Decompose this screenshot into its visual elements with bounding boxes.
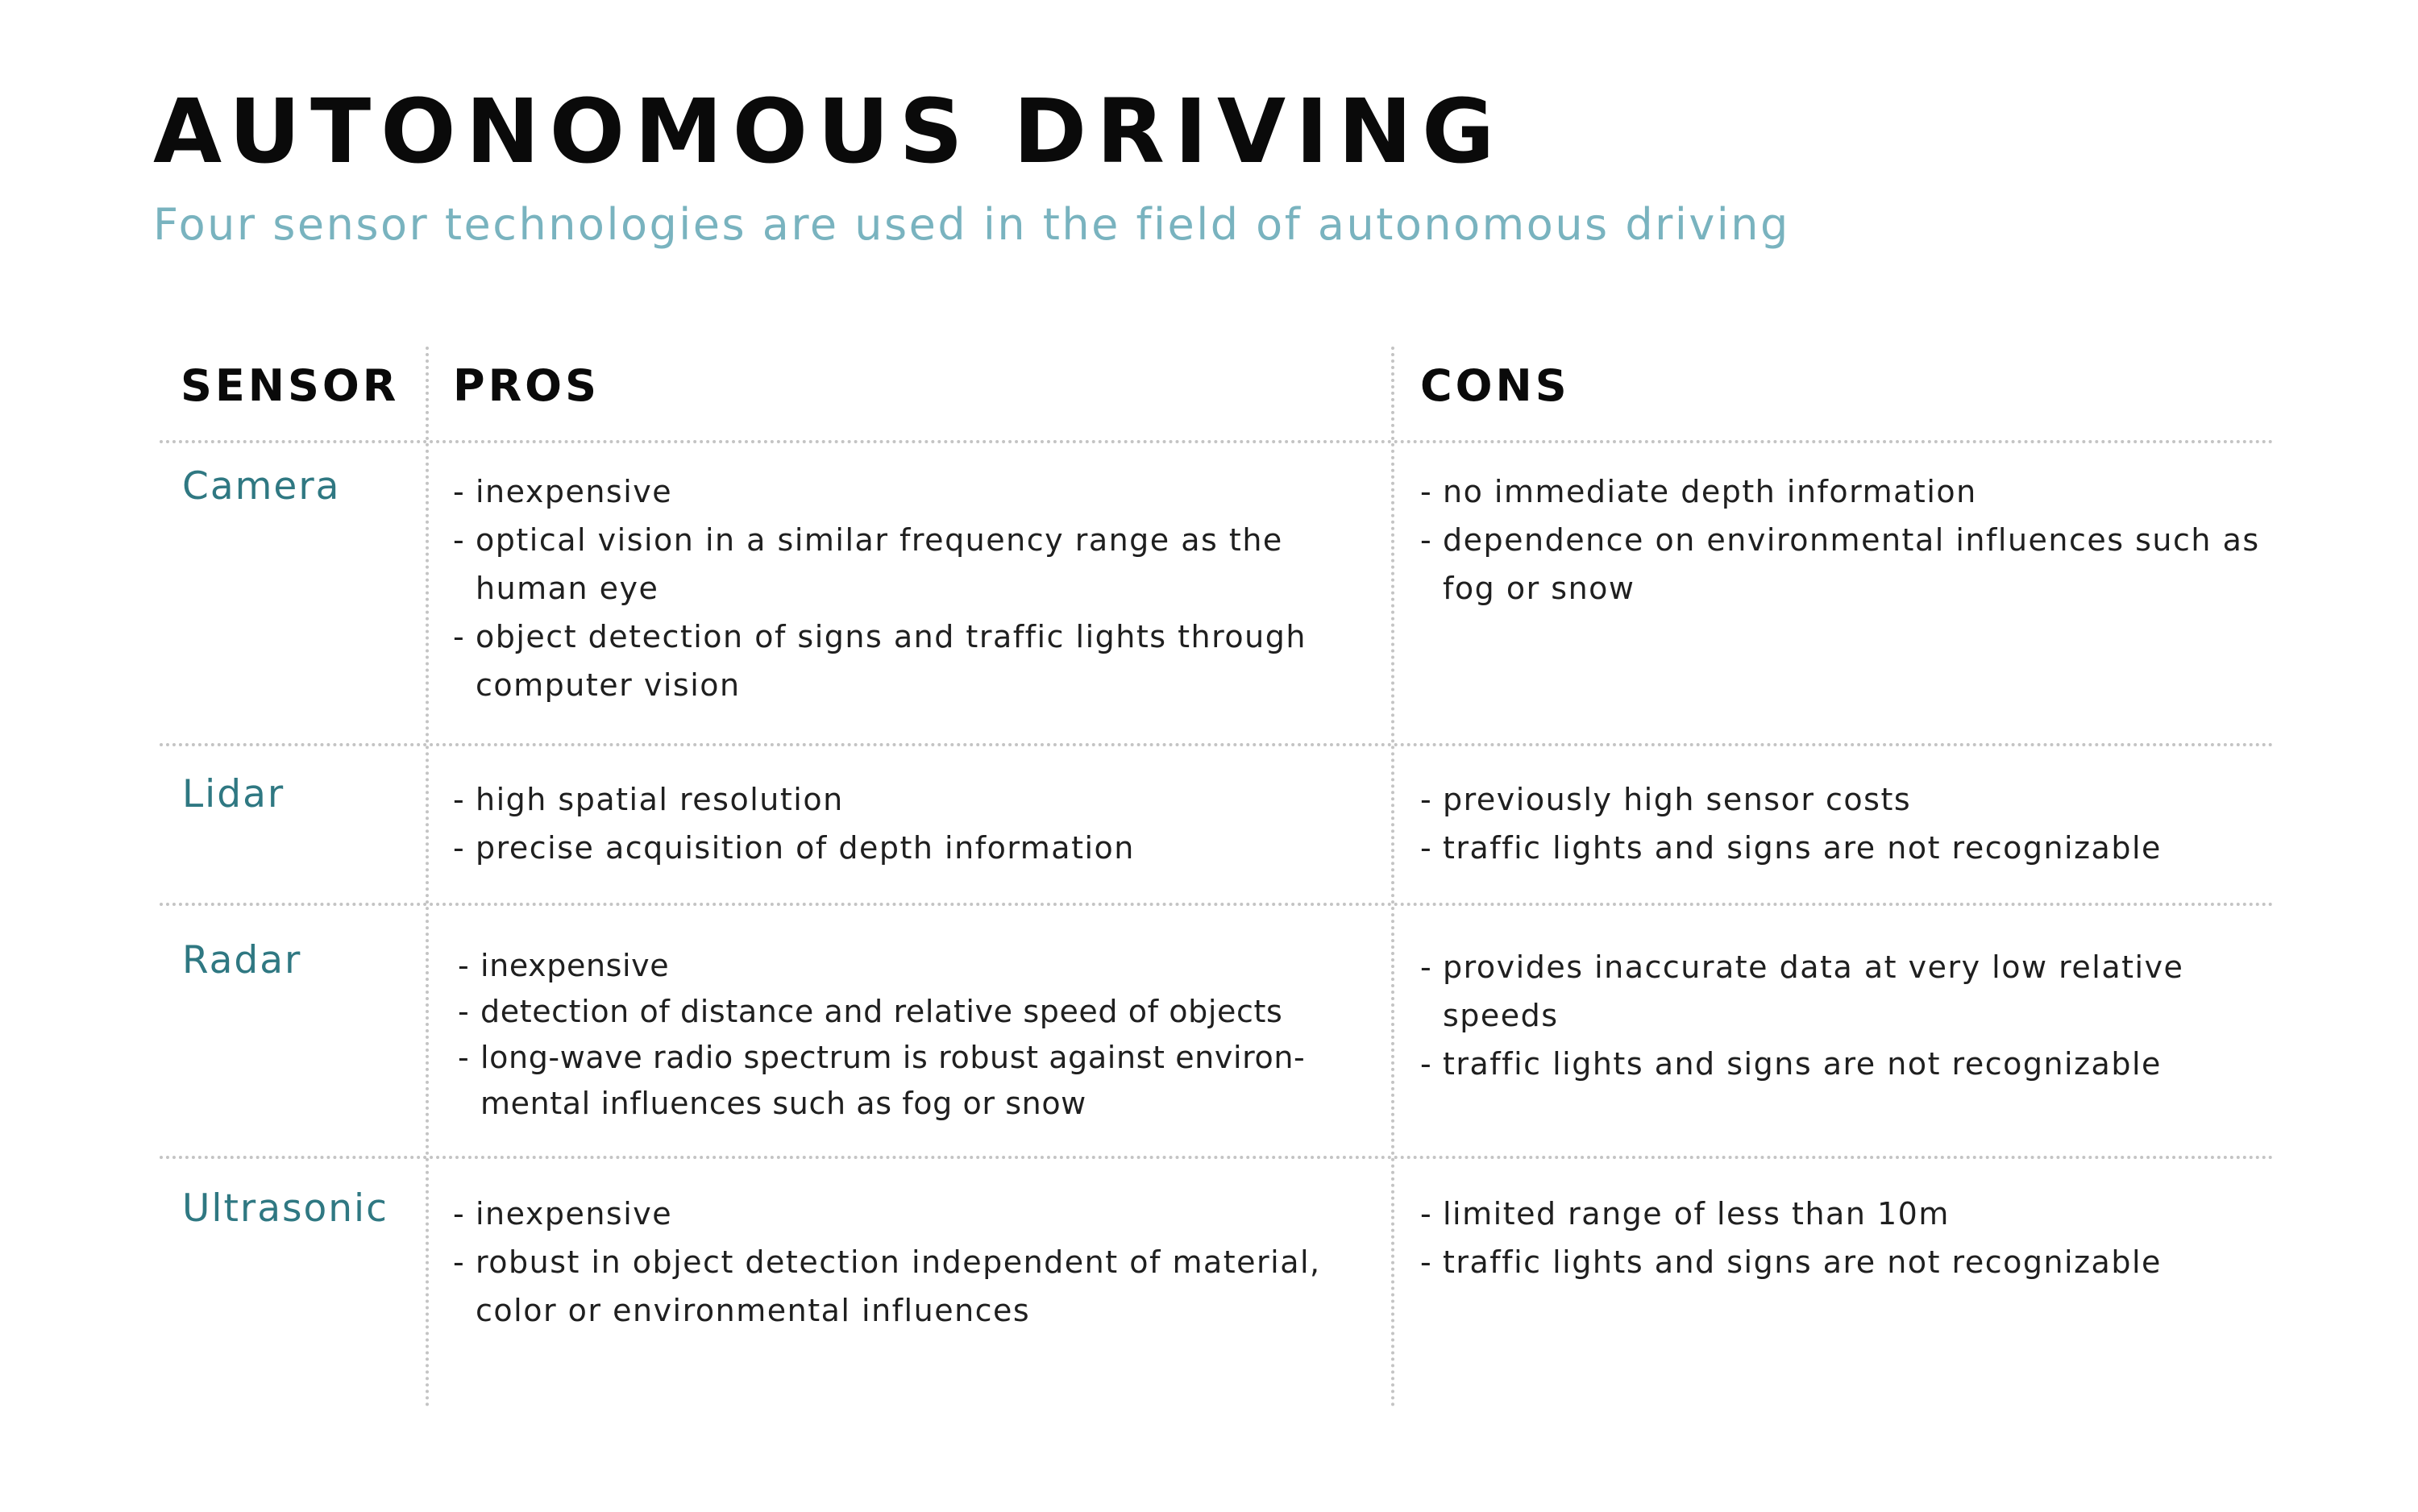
cons-list: [1420, 775, 2275, 872]
sensor-name: Radar: [182, 938, 302, 982]
sensor-name: Lidar: [182, 772, 285, 816]
row-divider-radar: [160, 1156, 2275, 1159]
column-header-cons: CONS: [1420, 360, 1570, 411]
page-subtitle: Four sensor technologies are used in the field of autonomous driving: [153, 199, 1790, 250]
list-item: - optical vision in a similar frequency range as the human eye: [453, 516, 1348, 613]
column-divider-sensor-pros: [426, 347, 429, 1407]
sensor-name: Camera: [182, 464, 341, 509]
cons-list: [1420, 943, 2275, 1088]
list-item: - provides inaccurate data at very low relative speeds: [1420, 943, 2275, 1040]
list-item: - traffic lights and signs are not recognizable: [1420, 1040, 2275, 1088]
row-divider-header: [160, 440, 2275, 443]
cons-list: [1420, 467, 2275, 613]
row-divider-lidar: [160, 903, 2275, 906]
list-item: - long-wave radio spectrum is robust against environ-mental influences such as fog or snow: [458, 1035, 1328, 1127]
list-item: - traffic lights and signs are not recognizable: [1420, 824, 2275, 872]
list-item: - inexpensive: [453, 467, 1348, 516]
pros-list: [453, 1190, 1364, 1335]
list-item: - high spatial resolution: [453, 775, 1372, 824]
pros-list: [453, 775, 1372, 872]
row-divider-camera: [160, 743, 2275, 746]
list-item: - robust in object detection independent of material, color or environmental influences: [453, 1238, 1364, 1335]
list-item: - detection of distance and relative speed of objects: [458, 989, 1328, 1035]
list-item: - limited range of less than 10m: [1420, 1190, 2275, 1238]
list-item: - previously high sensor costs: [1420, 775, 2275, 824]
cons-list: [1420, 1190, 2275, 1286]
list-item: - inexpensive: [453, 1190, 1364, 1238]
list-item: - precise acquisition of depth information: [453, 824, 1372, 872]
column-divider-pros-cons: [1391, 347, 1394, 1407]
page-title: AUTONOMOUS DRIVING: [153, 80, 1505, 183]
list-item: - dependence on environmental influences such as fog or snow: [1420, 516, 2275, 613]
sensor-name: Ultrasonic: [182, 1186, 388, 1231]
column-header-sensor: SENSOR: [181, 360, 400, 411]
column-header-pros: PROS: [453, 360, 600, 411]
list-item: - object detection of signs and traffic lights through computer vision: [453, 613, 1348, 709]
pros-list: [453, 467, 1348, 709]
pros-list: [458, 943, 1328, 1127]
list-item: - inexpensive: [458, 943, 1328, 989]
sensor-comparison-table: [160, 347, 2275, 1407]
list-item: - traffic lights and signs are not recognizable: [1420, 1238, 2275, 1286]
list-item: - no immediate depth information: [1420, 467, 2275, 516]
